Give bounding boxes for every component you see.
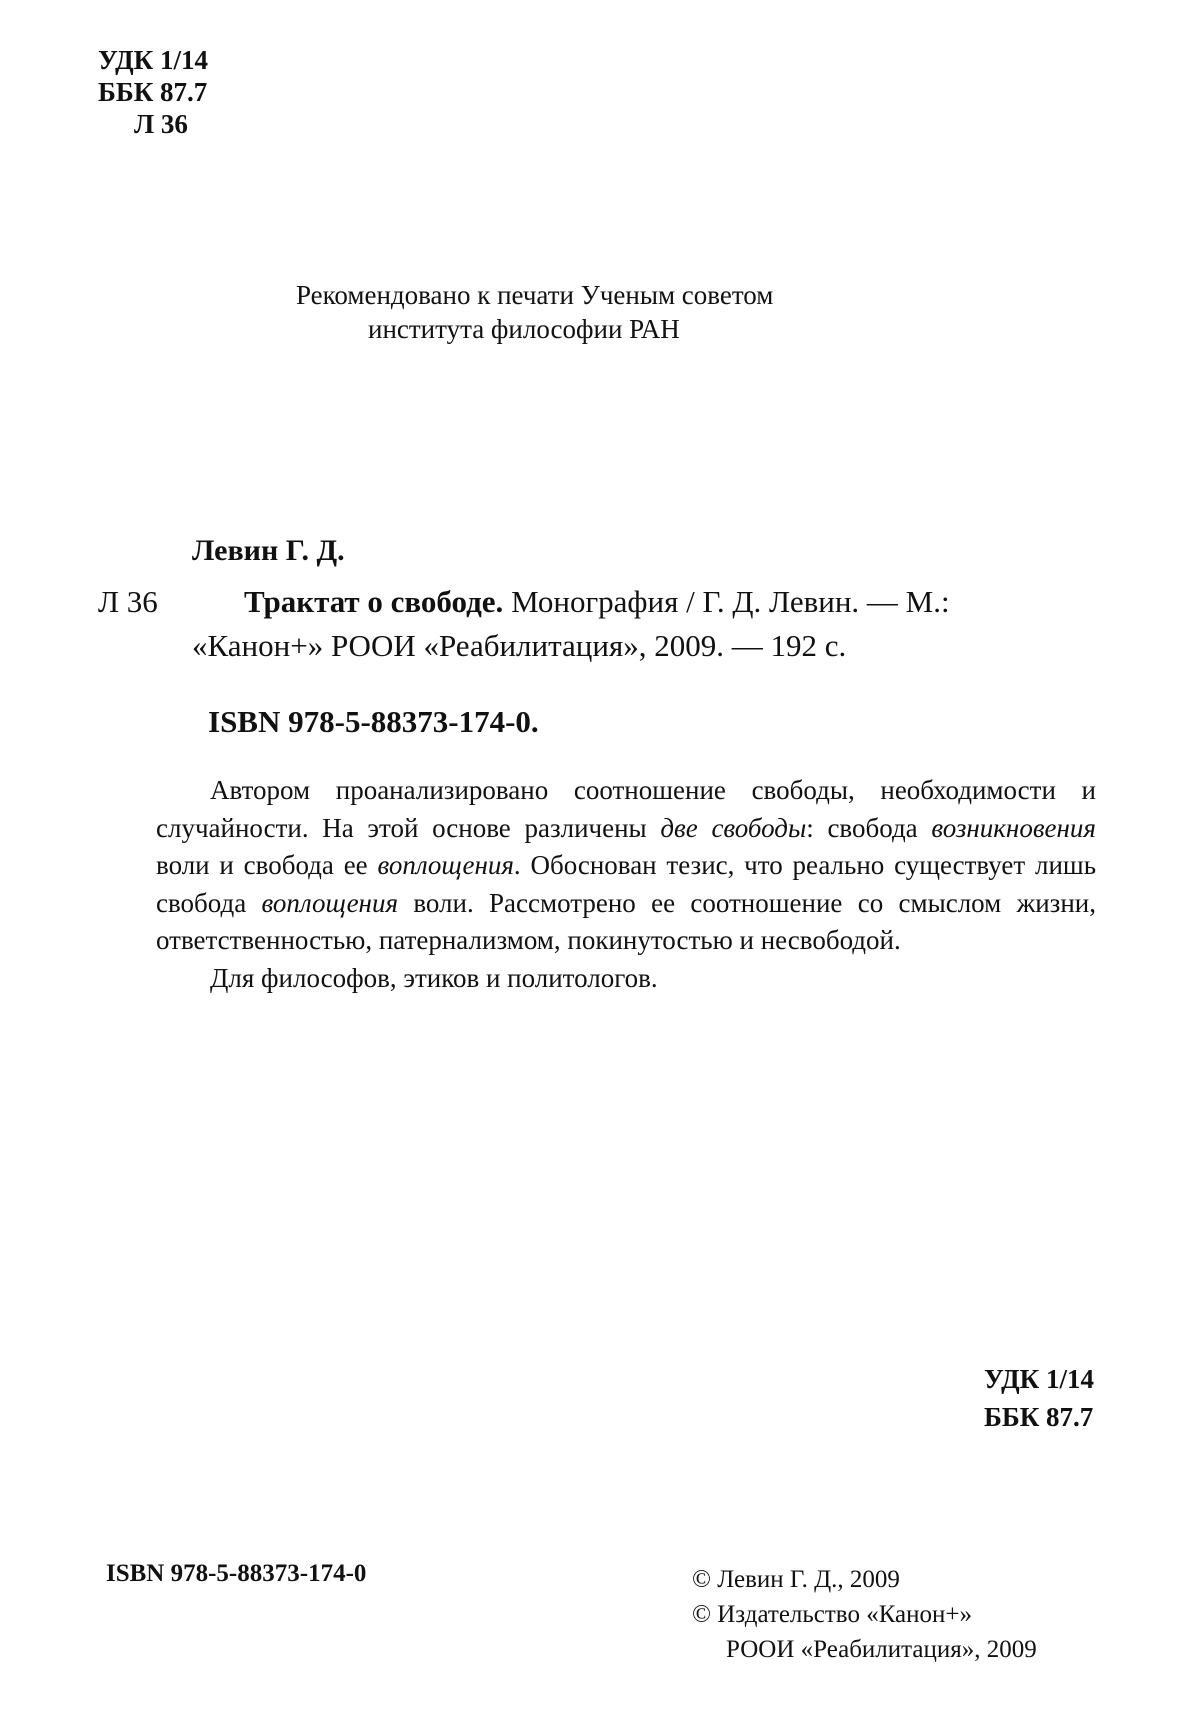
recommendation-line-2: института философии РАН xyxy=(368,314,680,344)
catalog-codes-top xyxy=(98,44,208,140)
annotation-emphasis: воплощения xyxy=(377,850,514,880)
annotation-emphasis: две свободы xyxy=(660,812,807,843)
annotation-paragraph xyxy=(156,772,1096,960)
udk-code: УДК 1/14 xyxy=(98,45,208,75)
catalog-codes-bottom xyxy=(984,1360,1094,1436)
copyright-publisher: © Издательство «Канон+» xyxy=(692,1601,972,1628)
annotation-audience: Для философов, этиков и политологов. xyxy=(210,962,658,993)
record-isbn: ISBN 978-5-88373-174-0. xyxy=(208,704,539,739)
annotation-text: . Обоснован тезис, что реально существует лишь свобода xyxy=(156,850,1097,918)
copyright-organization: РООИ «Реабилитация», 2009 xyxy=(726,1636,1037,1663)
annotation-emphasis: возникновения xyxy=(931,812,1096,843)
annotation-text: воли и свобода ее xyxy=(156,850,378,880)
copyright-block xyxy=(692,1562,1037,1667)
recommendation xyxy=(296,278,773,346)
annotation-emphasis: воплощения xyxy=(261,887,398,918)
record-description: Монография / Г. Д. Левин. — М.: xyxy=(503,584,950,619)
udk-code-bottom: УДК 1/14 xyxy=(984,1364,1094,1394)
record-publisher-line: «Канон+» РООИ «Реабилитация», 2009. — 192 с. xyxy=(192,628,847,663)
bbk-code: ББК 87.7 xyxy=(98,77,208,107)
record-title-line xyxy=(244,584,950,620)
record-code: Л 36 xyxy=(98,584,158,619)
record-author: Левин Г. Д. xyxy=(192,534,345,567)
bbk-code-bottom: ББК 87.7 xyxy=(984,1402,1094,1432)
recommendation-line-1: Рекомендовано к печати Ученым советом xyxy=(296,280,774,310)
annotation-text: воли. Рассмотрено ее соотношение со смыслом жизни, ответственностью, патернализмом, покинутостью и несвободой. xyxy=(156,887,1096,955)
author-mark: Л 36 xyxy=(134,109,188,139)
annotation-text: : свобода xyxy=(806,812,932,843)
annotation xyxy=(156,772,1096,997)
footer-isbn: ISBN 978-5-88373-174-0 xyxy=(106,1560,367,1587)
record-title: Трактат о свободе. xyxy=(244,584,504,619)
copyright-author: © Левин Г. Д., 2009 xyxy=(692,1566,900,1593)
annotation-text: Автором проанализировано соотношение свободы, необходимости и случайности. На этой основе различены xyxy=(156,775,1096,843)
